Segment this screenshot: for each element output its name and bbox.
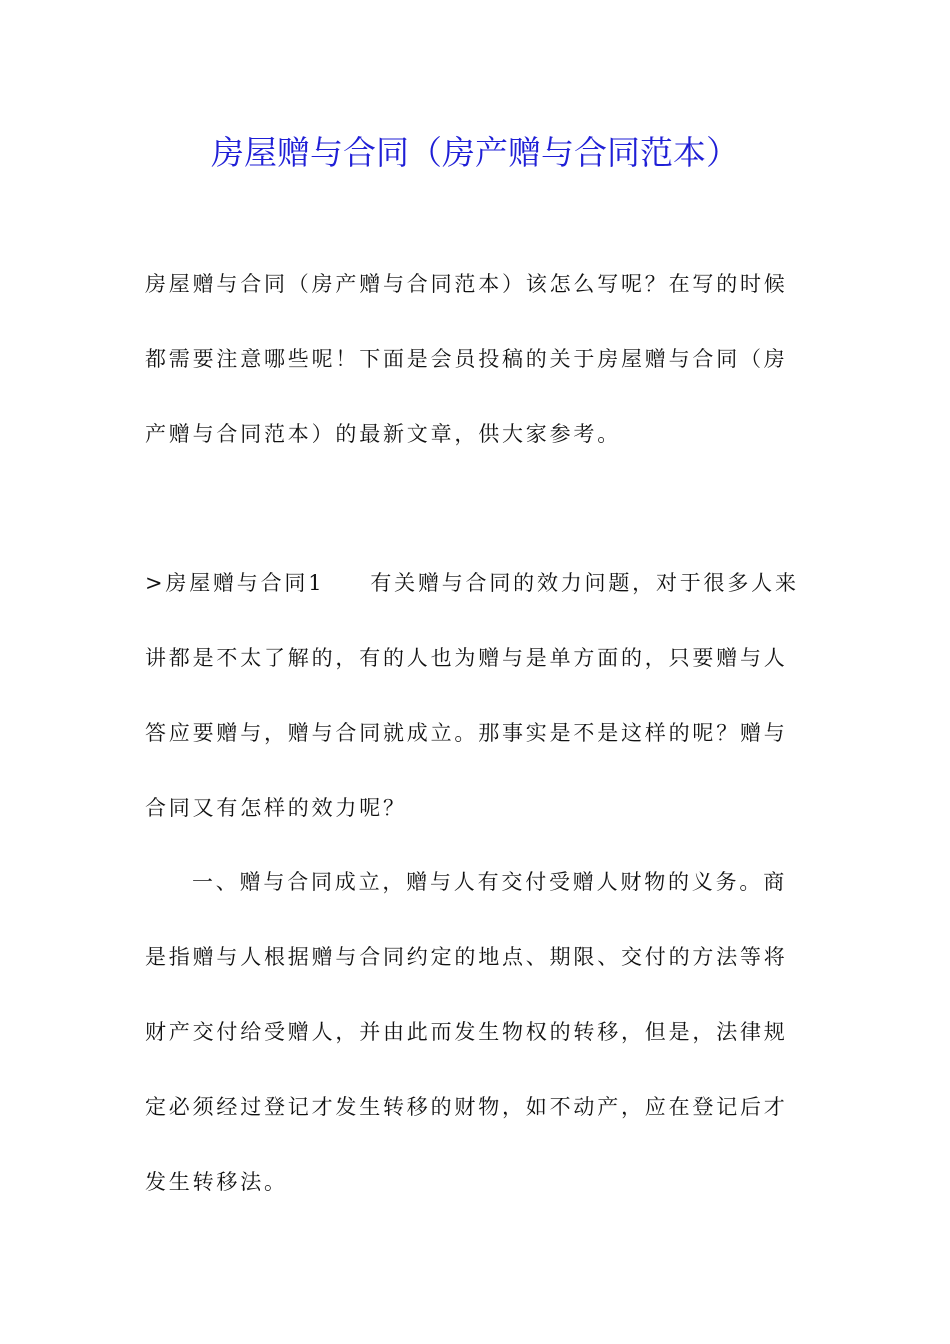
point-one-line: 是指赠与人根据赠与合同约定的地点、期限、交付的方法等将 <box>145 945 788 969</box>
intro-line: 产赠与合同范本）的最新文章，供大家参考。 <box>145 422 621 446</box>
document-title: 房屋赠与合同（房产赠与合同范本） <box>211 133 739 172</box>
point-one-line: 定必须经过登记才发生转移的财物，如不动产，应在登记后才 <box>145 1095 788 1119</box>
point-one-paragraph <box>145 845 805 1220</box>
point-one-first-text: 一、赠与合同成立，赠与人有交付受赠人财物的义务。商 <box>192 870 787 894</box>
intro-line: 都需要注意哪些呢！下面是会员投稿的关于房屋赠与合同（房 <box>145 347 788 371</box>
section-paragraph <box>145 546 805 846</box>
intro-paragraph <box>145 247 805 472</box>
section-heading: >房屋赠与合同1 <box>145 571 325 595</box>
point-one-first-line <box>145 845 805 920</box>
section-line: 讲都是不太了解的，有的人也为赠与是单方面的，只要赠与人 <box>145 646 788 670</box>
point-one-line: 发生转移法。 <box>145 1170 288 1194</box>
section-line: 合同又有怎样的效力呢？ <box>145 796 407 820</box>
section-line: 答应要赠与，赠与合同就成立。那事实是不是这样的呢？赠与 <box>145 721 788 745</box>
section-first-line-text: 有关赠与合同的效力问题，对于很多人来 <box>370 571 799 595</box>
intro-line: 房屋赠与合同（房产赠与合同范本）该怎么写呢？在写的时候 <box>145 272 788 296</box>
point-one-line: 财产交付给受赠人，并由此而发生物权的转移，但是，法律规 <box>145 1020 788 1044</box>
section-first-line <box>145 546 805 621</box>
